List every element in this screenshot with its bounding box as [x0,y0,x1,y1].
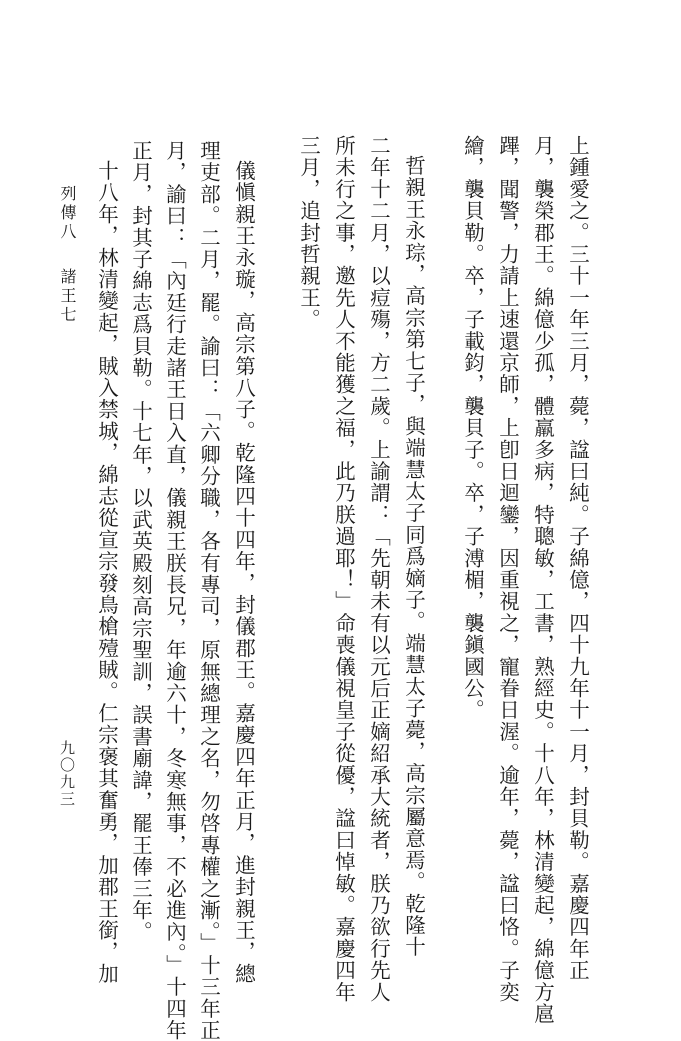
text-column: 繪，襲貝勒。卒，子載鈞，襲貝子。卒，子溥楣，襲鎭國公。 [460,135,485,721]
text-column: 蹕，聞警，力請上速還京師，上卽日迴鑾，因重視之，寵眷日渥。逾年，薨，諡曰恪。子奕 [495,135,520,1003]
text-column: 正月，封其子綿志爲貝勒。十七年，以武英殿刻高宗聖訓，誤書廟諱，罷王俸三年。 [128,140,153,943]
text-column: 儀愼親王永璇，高宗第八子。乾隆四十四年，封儀郡王。嘉慶四年正月，進封親王，總 [231,160,256,985]
text-column: 十八年，林清變起，賊入禁城，綿志從宣宗發鳥槍殪賊。仁宗褒其奮勇，加郡王銜，加 [94,160,119,985]
text-column: 理吏部。二月，罷。諭曰：「六卿分職，各有專司，原無總理之名，勿啓專權之漸。」十三年正 [196,140,221,1041]
running-header-section: 諸王七 [58,268,77,325]
text-column: 所未行之事，邀先人不能獲之福，此乃朕過耶！」命喪儀視皇子從優，諡曰悼敏。嘉慶四年 [331,135,356,1003]
text-column: 月，襲榮郡王。綿億少孤，體羸多病，特聰敏，工書，熟經史。十八年，林清變起，綿億方扈 [530,135,555,1025]
text-column: 二年十二月，以痘殤，方二歲。上諭謂：「先朝未有以元后正嫡紹承大統者，朕乃欲行先人 [366,135,391,1003]
text-column: 月，諭曰：「內廷行走諸王日入直，儀親王朕長兄，年逾六十，冬寒無事，不必進內。」十四年 [162,140,187,1041]
page-number: 九〇九三 [58,740,76,808]
text-column: 哲親王永琮，高宗第七子，與端慧太子同爲嫡子。端慧太子薨，高宗屬意焉。乾隆十 [401,155,426,958]
running-header-title: 列傳八 [58,185,77,242]
text-column: 上鍾愛之。三十一年三月，薨，諡曰純。子綿億，四十九年十一月，封貝勒。嘉慶四年正 [565,135,590,982]
text-column: 三月，追封哲親王。 [296,135,321,331]
